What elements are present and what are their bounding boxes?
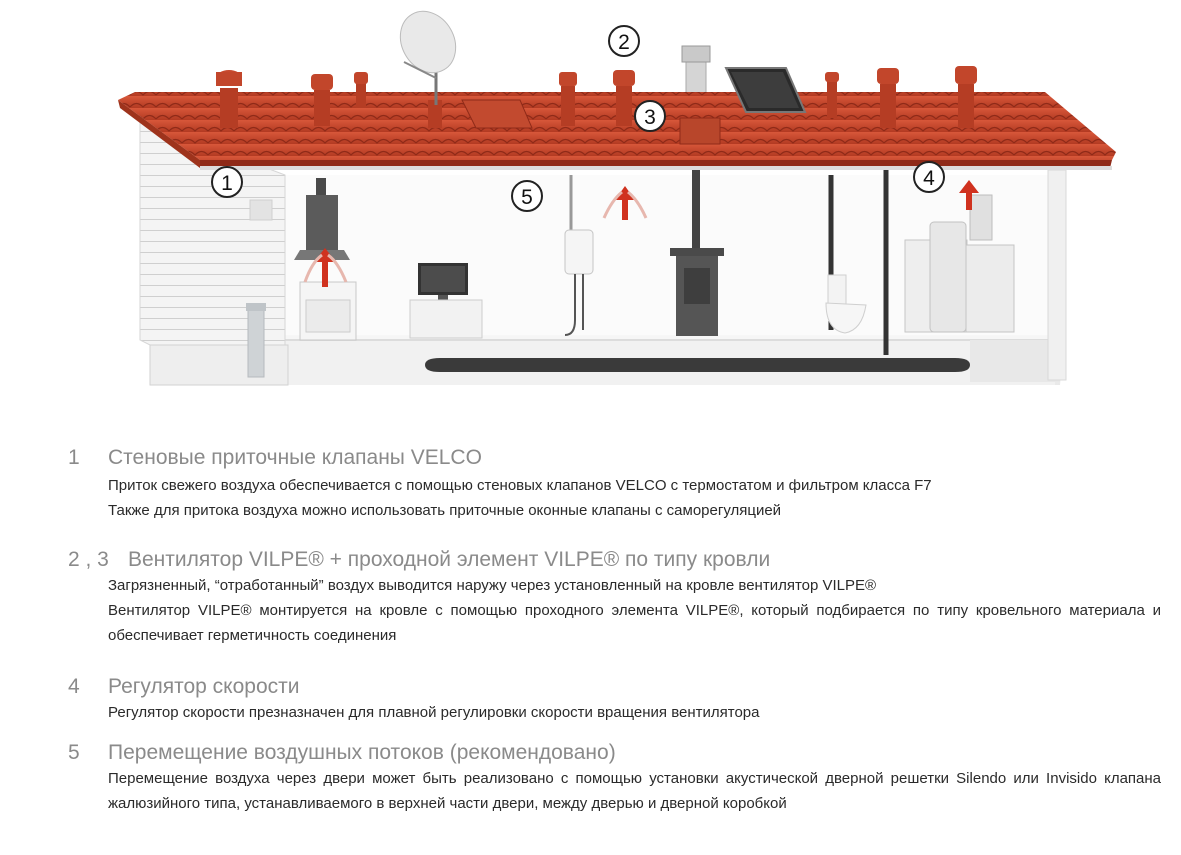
legend-item-body: [108, 573, 1161, 648]
roof-fan: [311, 74, 333, 126]
legend-item-title: Перемещение воздушных потоков (рекомендовано): [108, 741, 616, 764]
callout-1-label: 1: [221, 172, 233, 195]
legend-item-title: Вентилятор VILPE® + проходной элемент VILPE® по типу кровли: [128, 548, 771, 571]
callout-3: [635, 101, 665, 131]
stove: [300, 282, 356, 340]
legend-item-line: Перемещение воздуха через двери может быть реализовано с помощью установки акустической дверной решетки Silendo или Invisido клапана жалюзийного типа, устанавливаемого в верхней части двери, между дверью и дверной коробкой: [108, 770, 1161, 812]
roof-fan: [877, 68, 899, 128]
callout-3-label: 3: [644, 106, 656, 129]
legend-item-body: [108, 700, 1161, 725]
legend-item-title: Регулятор скорости: [108, 675, 300, 698]
callout-5: [512, 181, 542, 211]
legend-item-number: 5: [68, 741, 80, 764]
legend-item-title: Стеновые приточные клапаны VELCO: [108, 446, 482, 469]
roof-fan: [559, 72, 577, 126]
legend-item-line: Загрязненный, “отработанный” воздух выводится наружу через установленный на кровле вентилятор VILPE®: [108, 577, 877, 594]
house-ventilation-illustration: [0, 0, 1181, 400]
legend-item-line: Вентилятор VILPE® монтируется на кровле с помощью проходного элемента VILPE®, который подбирается по типу кровельного материала и обеспечивает герметичность соединения: [108, 602, 1161, 644]
legend-item-line: Регулятор скорости презназначен для плавной регулировки скорости вращения вентилятора: [108, 704, 760, 721]
legend-item-line: Также для притока воздуха можно использовать приточные оконные клапаны с саморегуляцией: [108, 502, 782, 519]
legend-item-number: 1: [68, 446, 80, 469]
callout-5-label: 5: [521, 186, 533, 209]
satellite-dish: [389, 1, 466, 105]
callout-2: [609, 26, 639, 56]
right-wall: [1048, 170, 1066, 380]
roof-fan: [825, 72, 839, 118]
legend-item-line: Приток свежего воздуха обеспечивается с помощью стеновых клапанов VELCO с термостатом и фильтром класса F7: [108, 477, 932, 494]
callout-1: [212, 167, 242, 197]
underfloor-pipe: [425, 358, 970, 372]
legend-item-body: [108, 473, 1161, 523]
legend-item-number: 2 , 3: [68, 548, 109, 571]
legend-item-body: [108, 766, 1161, 816]
roof-fan: [354, 72, 368, 108]
chimney-flashing: [680, 118, 720, 144]
roof-fan: [613, 70, 635, 126]
legend-item-number: 4: [68, 675, 80, 698]
callout-4-label: 4: [923, 167, 935, 190]
callout-2-label: 2: [618, 31, 630, 54]
callout-4: [914, 162, 944, 192]
roof-fan: [955, 66, 977, 128]
